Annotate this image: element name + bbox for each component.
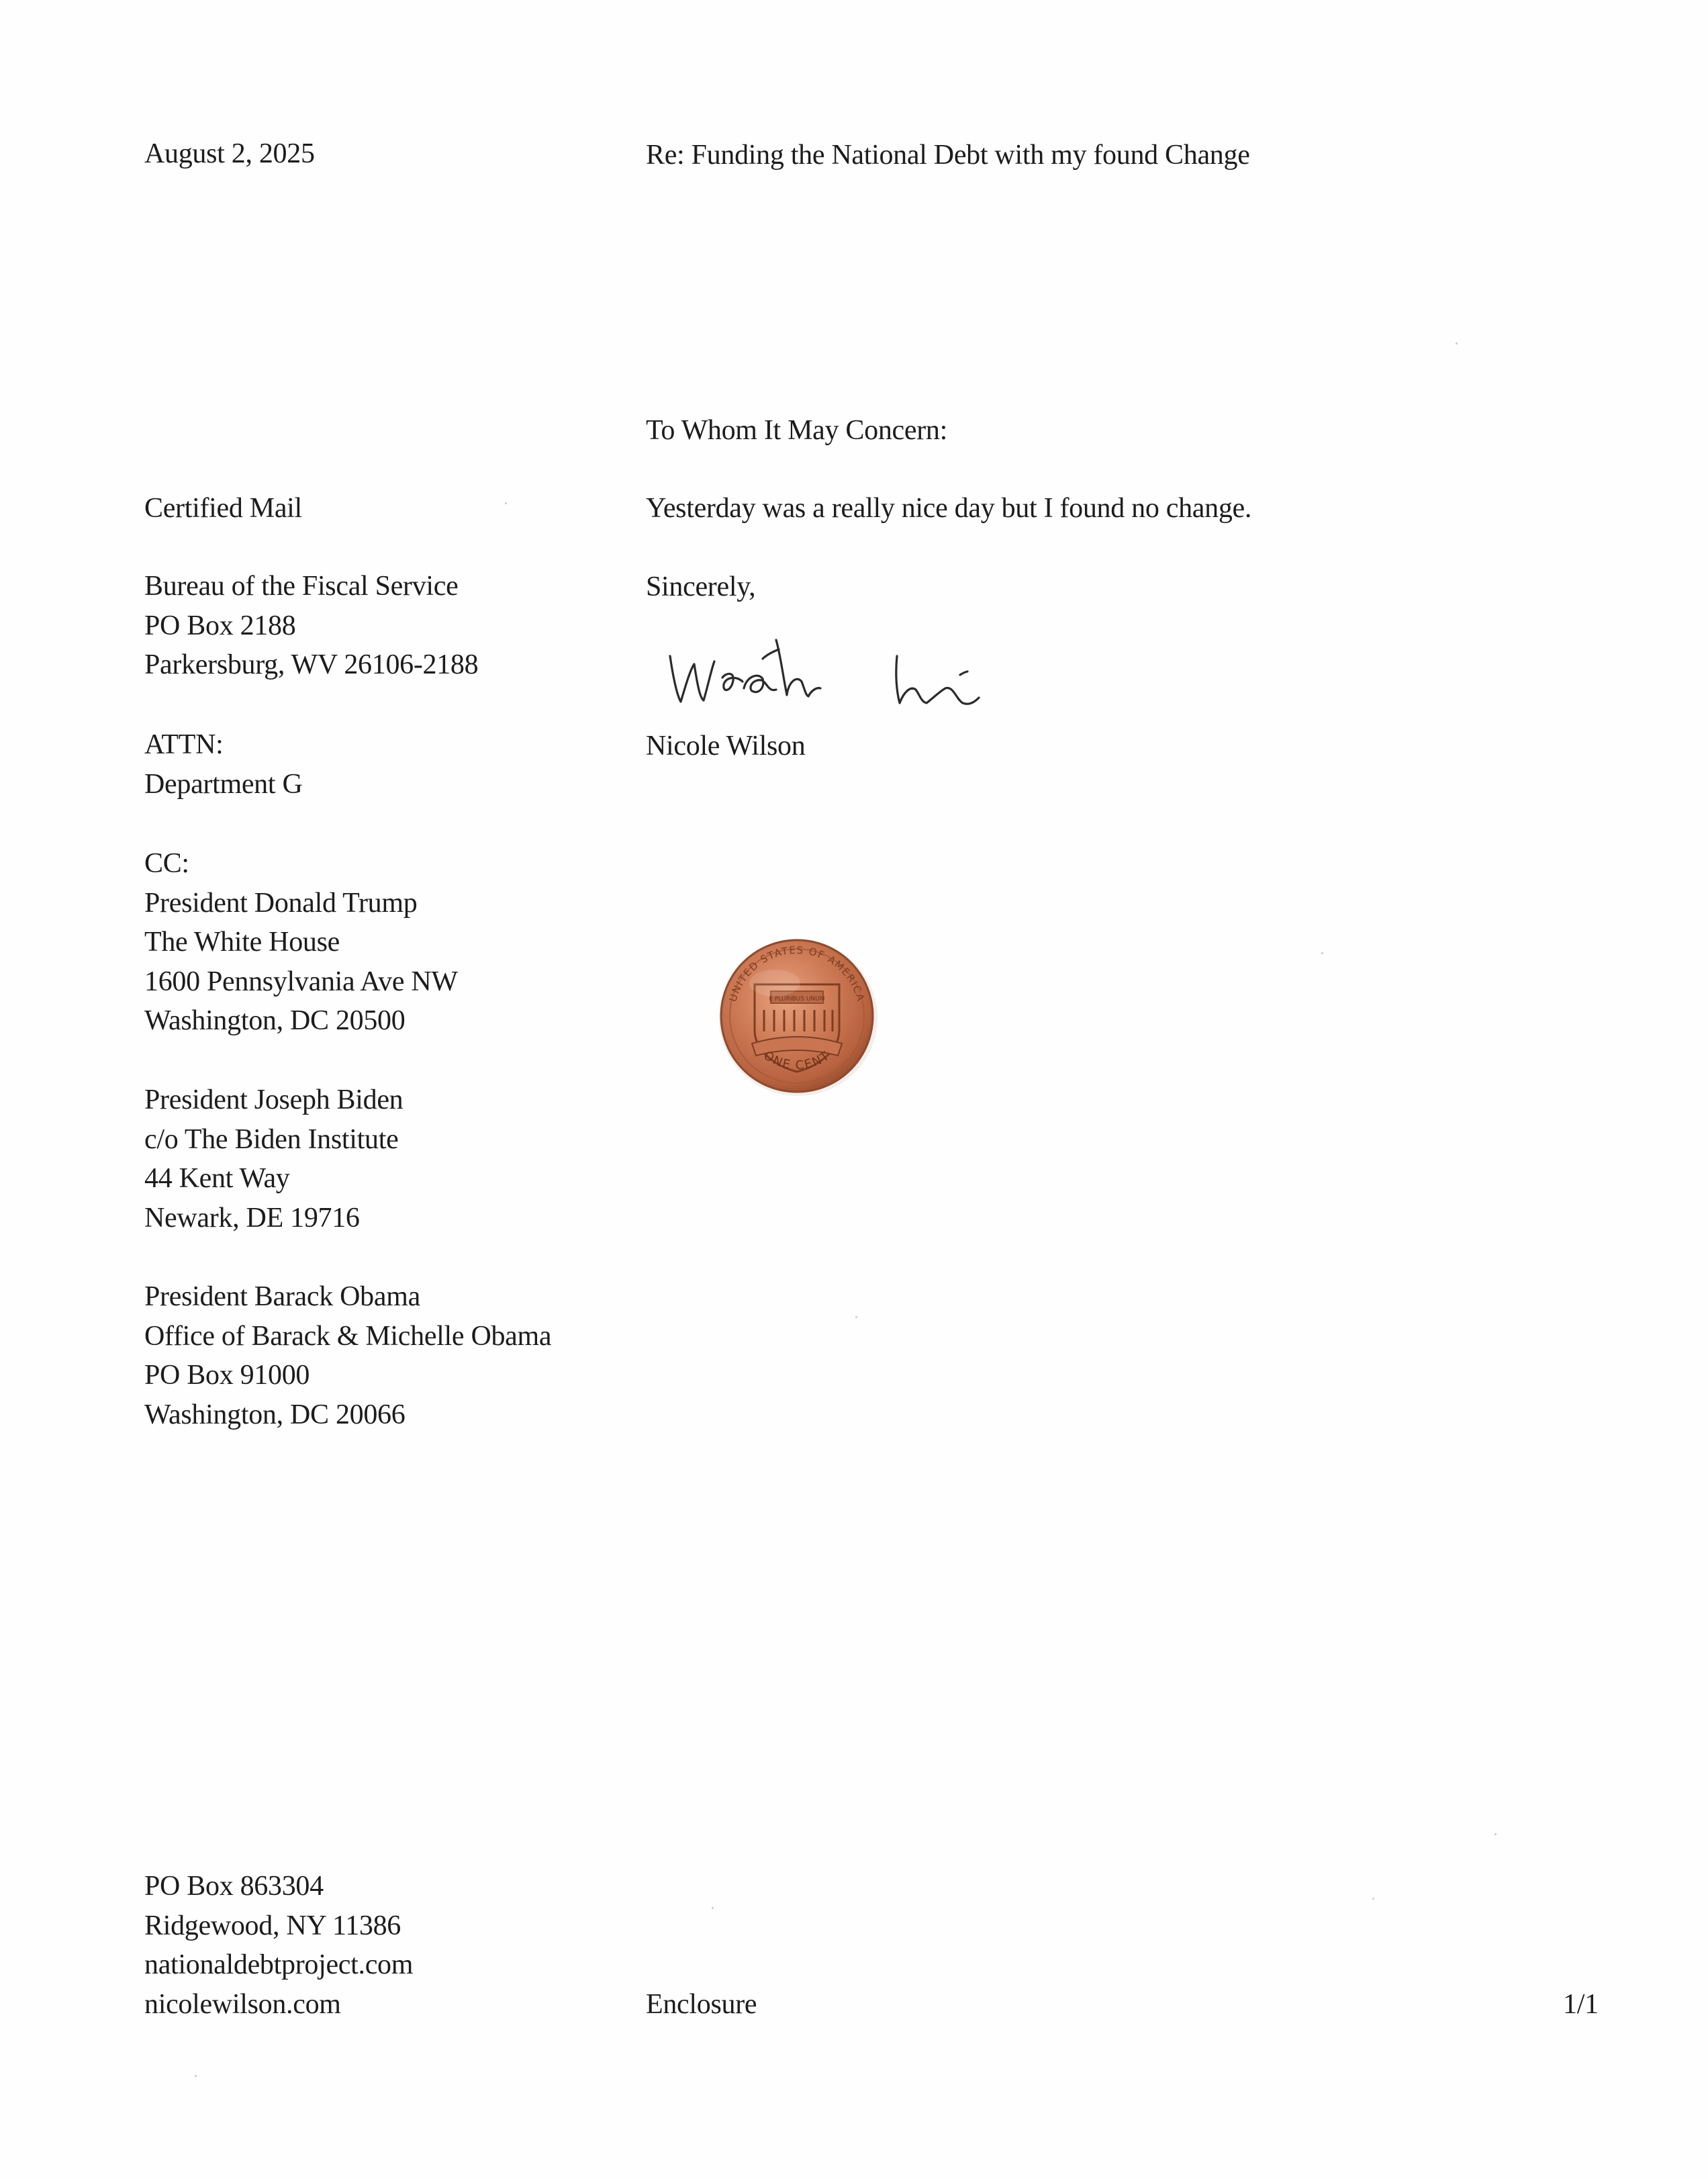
page-number: 1/1 (1563, 1989, 1599, 2020)
attention-department: Department G (144, 768, 303, 800)
enclosure-label: Enclosure (646, 1989, 757, 2020)
attention-label: ATTN: (144, 729, 224, 760)
scan-speck (195, 2075, 197, 2077)
recipient-line: Parkersburg, WV 26106-2188 (144, 649, 479, 680)
scan-speck (1456, 342, 1458, 344)
coin-inscription-top: UNITED STATES OF AMERICA (726, 943, 867, 1003)
letter-closing: Sincerely, (646, 571, 756, 602)
scan-speck (1494, 1833, 1497, 1835)
cc-line: PO Box 91000 (144, 1360, 310, 1391)
cc-line: c/o The Biden Institute (144, 1123, 399, 1155)
cc-line: President Joseph Biden (144, 1084, 404, 1115)
cc-line: President Donald Trump (144, 887, 418, 919)
scan-speck (1321, 952, 1323, 954)
handwritten-signature (665, 635, 987, 722)
cc-line: 44 Kent Way (144, 1163, 290, 1194)
letter-body: Yesterday was a really nice day but I found no change. (646, 493, 1252, 524)
letter-date: August 2, 2025 (144, 138, 315, 169)
cc-address-biden (144, 1080, 403, 1238)
sender-line: nationaldebtproject.com (144, 1949, 414, 1980)
cc-line: Newark, DE 19716 (144, 1202, 360, 1234)
cc-heading: CC: (144, 848, 189, 879)
cc-block (144, 844, 458, 1041)
signature-name: Nicole Wilson (646, 731, 806, 761)
recipient-line: Bureau of the Fiscal Service (144, 571, 459, 602)
coin-inscription-motto: E PLURIBUS UNUM (769, 996, 825, 1003)
cc-line: 1600 Pennsylvania Ave NW (144, 966, 458, 997)
cc-line: The White House (144, 927, 340, 958)
cc-line: Office of Barack & Michelle Obama (144, 1320, 552, 1352)
recipient-line: PO Box 2188 (144, 610, 296, 641)
sender-line: PO Box 863304 (144, 1871, 324, 1902)
cc-line: President Barack Obama (144, 1281, 420, 1312)
sender-line: Ridgewood, NY 11386 (144, 1910, 401, 1941)
letter-salutation: To Whom It May Concern: (646, 415, 947, 446)
attention-block (144, 725, 302, 804)
sender-line: nicolewilson.com (144, 1988, 341, 2020)
penny-coin-image (710, 929, 884, 1103)
mailing-method: Certified Mail (144, 493, 302, 524)
recipient-address (144, 567, 478, 685)
coin-inscription-bottom: ONE CENT (761, 1048, 833, 1073)
scan-speck (712, 1907, 714, 1909)
scan-speck (855, 1316, 857, 1318)
scan-speck (1372, 1898, 1374, 1900)
cc-line: Washington, DC 20066 (144, 1399, 406, 1430)
letter-subject: Re: Funding the National Debt with my found Change (646, 140, 1250, 171)
cc-line: Washington, DC 20500 (144, 1005, 406, 1036)
cc-address-obama (144, 1277, 551, 1434)
scan-speck (505, 502, 507, 504)
sender-address (144, 1867, 413, 2024)
